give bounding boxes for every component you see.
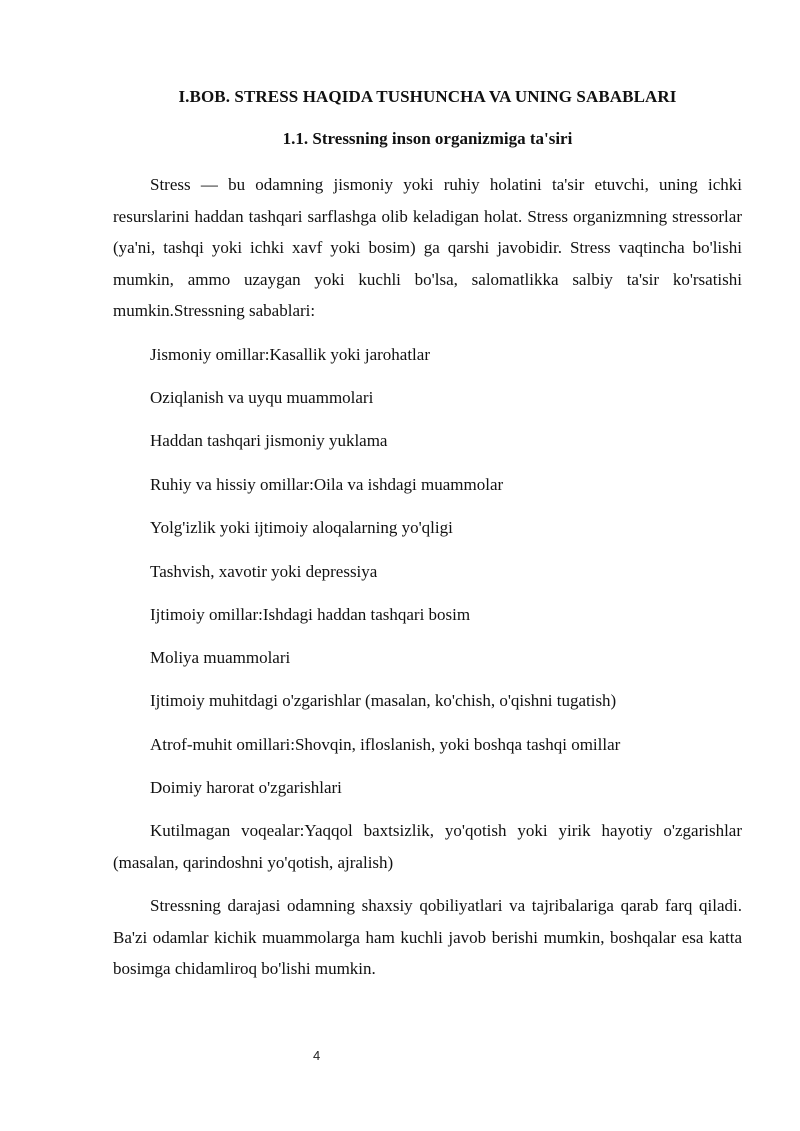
chapter-title: I.BOB. STRESS HAQIDA TUSHUNCHA VA UNING SABABLARI bbox=[178, 87, 677, 106]
unexpected-events-paragraph: Kutilmagan voqealar:Yaqqol baxtsizlik, yo'qotish yoki yirik hayotiy o'zgarishlar (masalan, qarindoshni yo'qotish, ajralish) bbox=[113, 821, 742, 872]
list-item: Oziqlanish va uyqu muammolari bbox=[150, 388, 374, 407]
list-item: Atrof-muhit omillari:Shovqin, ifloslanish, yoki boshqa tashqi omillar bbox=[150, 735, 621, 754]
list-item: Doimiy harorat o'zgarishlari bbox=[150, 778, 342, 797]
section-title: 1.1. Stressning inson organizmiga ta'siri bbox=[282, 129, 573, 148]
list-item: Yolg'izlik yoki ijtimoiy aloqalarning yo'qligi bbox=[150, 518, 453, 537]
intro-paragraph: Stress — bu odamning jismoniy yoki ruhiy holatini ta'sir etuvchi, uning ichki resurslarini haddan tashqari sarflashga olib keladigan holat. Stress organizmning stressorlar (ya'ni, tashqi yoki ichki xavf yoki bosim) ga qarshi javobidir. Stress vaqtincha bo'lishi mumkin, ammo uzaygan yoki kuchli bo'lsa, salomatlikka salbiy ta'sir ko'rsatishi mumkin.Stressning sabablari: bbox=[113, 175, 742, 320]
list-item: Tashvish, xavotir yoki depressiya bbox=[150, 562, 378, 581]
list-item: Ijtimoiy muhitdagi o'zgarishlar (masalan, ko'chish, o'qishni tugatish) bbox=[150, 691, 617, 710]
page-number: 4 bbox=[313, 1048, 321, 1063]
list-item: Ruhiy va hissiy omillar:Oila va ishdagi muammolar bbox=[150, 475, 504, 494]
closing-paragraph: Stressning darajasi odamning shaxsiy qobiliyatlari va tajribalariga qarab farq qiladi. Ba'zi odamlar kichik muammolarga ham kuchli javob berishi mumkin, boshqalar esa katta bosimga chidamliroq bo'lishi mumkin. bbox=[113, 896, 742, 978]
list-item: Jismoniy omillar:Kasallik yoki jarohatlar bbox=[150, 345, 430, 364]
document-page bbox=[113, 0, 742, 1131]
list-item: Moliya muammolari bbox=[150, 648, 291, 667]
list-item: Ijtimoiy omillar:Ishdagi haddan tashqari bosim bbox=[150, 605, 471, 624]
list-item: Haddan tashqari jismoniy yuklama bbox=[150, 431, 388, 450]
